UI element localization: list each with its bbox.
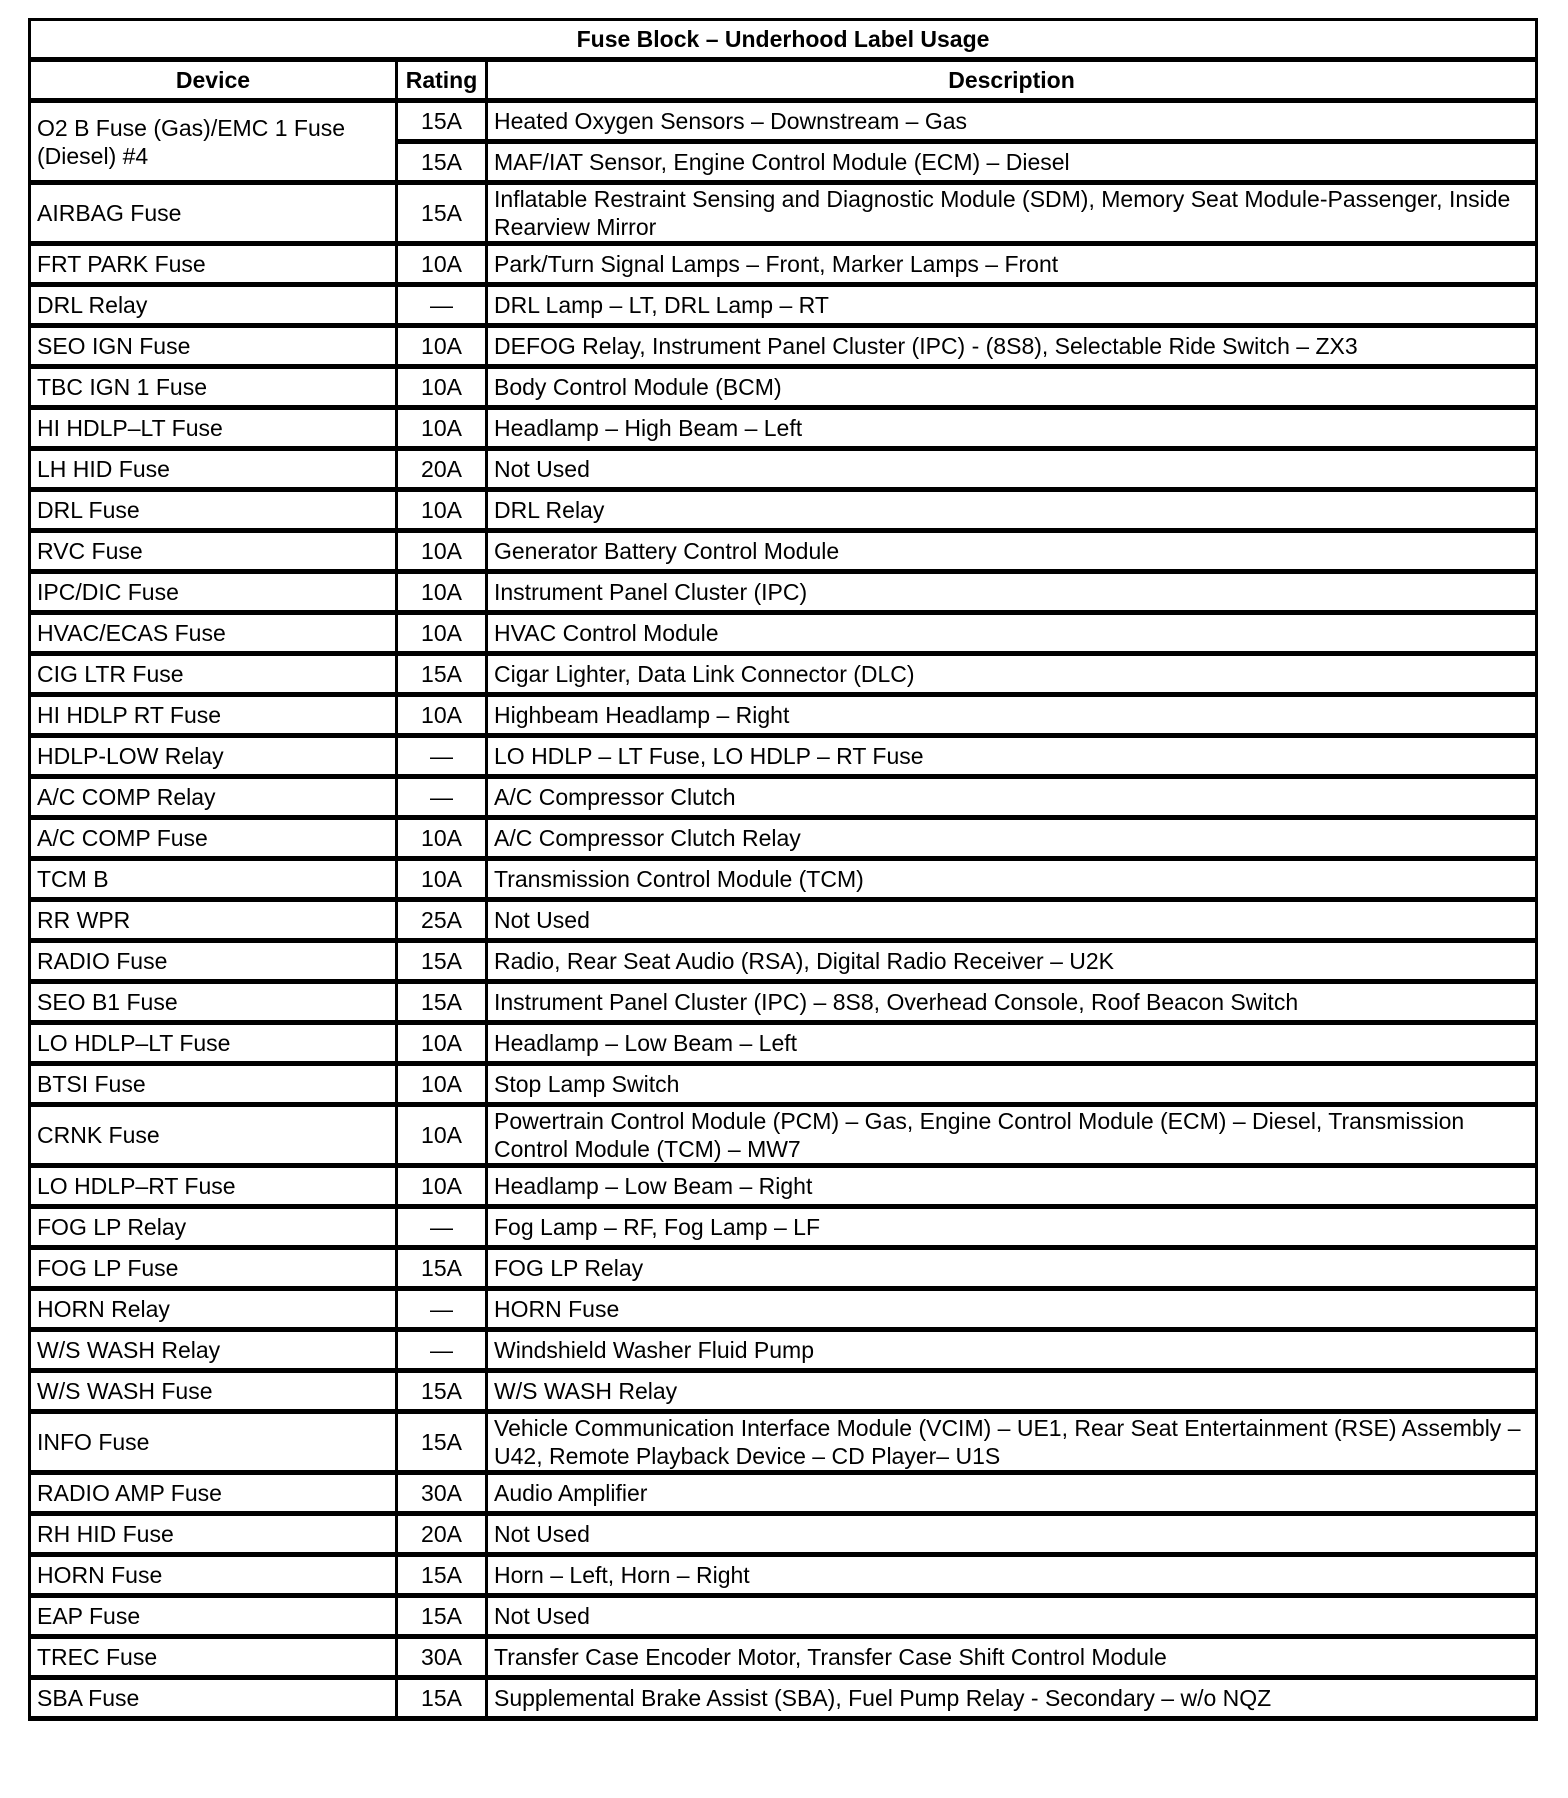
device-cell: HVAC/ECAS Fuse [31,615,398,656]
table-row [31,1598,1538,1639]
rating-cell: 15A [398,984,488,1025]
device-cell: AIRBAG Fuse [31,185,398,246]
description-cell: Inflatable Restraint Sensing and Diagnostic Module (SDM), Memory Seat Module-Passenger, Inside Rearview Mirror [488,185,1538,246]
table-row [31,185,1538,246]
description-cell: Instrument Panel Cluster (IPC) – 8S8, Overhead Console, Roof Beacon Switch [488,984,1538,1025]
device-cell: W/S WASH Relay [31,1332,398,1373]
rating-cell: 15A [398,1250,488,1291]
device-cell: LO HDLP–LT Fuse [31,1025,398,1066]
table-row [31,574,1538,615]
description-cell: Cigar Lighter, Data Link Connector (DLC) [488,656,1538,697]
device-cell: LH HID Fuse [31,451,398,492]
description-cell: A/C Compressor Clutch Relay [488,820,1538,861]
description-cell: Not Used [488,1516,1538,1557]
description-cell: Not Used [488,451,1538,492]
description-cell: Supplemental Brake Assist (SBA), Fuel Pump Relay - Secondary – w/o NQZ [488,1680,1538,1721]
description-cell: Headlamp – Low Beam – Right [488,1168,1538,1209]
rating-cell: 15A [398,943,488,984]
description-cell: Radio, Rear Seat Audio (RSA), Digital Radio Receiver – U2K [488,943,1538,984]
device-cell: DRL Fuse [31,492,398,533]
device-cell: IPC/DIC Fuse [31,574,398,615]
table-row [31,615,1538,656]
description-cell: Transmission Control Module (TCM) [488,861,1538,902]
device-cell: RR WPR [31,902,398,943]
table-row [31,943,1538,984]
description-cell: Fog Lamp – RF, Fog Lamp – LF [488,1209,1538,1250]
table-row [31,984,1538,1025]
device-cell: HI HDLP–LT Fuse [31,410,398,451]
rating-cell: 15A [398,1557,488,1598]
rating-cell: — [398,1332,488,1373]
table-row [31,410,1538,451]
table-row [31,738,1538,779]
rating-cell: 15A [398,103,488,144]
table-row [31,1373,1538,1414]
device-cell: EAP Fuse [31,1598,398,1639]
rating-cell: 10A [398,1066,488,1107]
device-cell: A/C COMP Relay [31,779,398,820]
description-cell: DEFOG Relay, Instrument Panel Cluster (IPC) - (8S8), Selectable Ride Switch – ZX3 [488,328,1538,369]
table-row [31,1475,1538,1516]
rating-cell: 15A [398,1414,488,1475]
fuse-usage-table [28,18,1538,1721]
table-row [31,1680,1538,1721]
description-cell: Not Used [488,1598,1538,1639]
device-cell: FOG LP Fuse [31,1250,398,1291]
device-cell: LO HDLP–RT Fuse [31,1168,398,1209]
rating-cell: 10A [398,533,488,574]
device-cell: RH HID Fuse [31,1516,398,1557]
device-cell: FOG LP Relay [31,1209,398,1250]
description-cell: A/C Compressor Clutch [488,779,1538,820]
table-row [31,103,1538,144]
table-row [31,1414,1538,1475]
rating-cell: 10A [398,1025,488,1066]
description-cell: Heated Oxygen Sensors – Downstream – Gas [488,103,1538,144]
description-cell: Stop Lamp Switch [488,1066,1538,1107]
rating-cell: 10A [398,369,488,410]
table-row [31,656,1538,697]
description-cell: Headlamp – Low Beam – Left [488,1025,1538,1066]
table-row [31,1107,1538,1168]
description-cell: Headlamp – High Beam – Left [488,410,1538,451]
rating-cell: — [398,738,488,779]
rating-cell: 10A [398,492,488,533]
device-cell: RVC Fuse [31,533,398,574]
description-cell: Powertrain Control Module (PCM) – Gas, Engine Control Module (ECM) – Diesel, Transmission Control Module (TCM) – MW7 [488,1107,1538,1168]
device-cell: CIG LTR Fuse [31,656,398,697]
description-cell: Highbeam Headlamp – Right [488,697,1538,738]
rating-cell: — [398,779,488,820]
rating-cell: 10A [398,574,488,615]
header-row [31,62,1538,103]
description-cell: Generator Battery Control Module [488,533,1538,574]
device-cell: HORN Fuse [31,1557,398,1598]
rating-cell: 10A [398,328,488,369]
table-row [31,246,1538,287]
description-cell: Park/Turn Signal Lamps – Front, Marker Lamps – Front [488,246,1538,287]
description-cell: Transfer Case Encoder Motor, Transfer Case Shift Control Module [488,1639,1538,1680]
device-cell: SBA Fuse [31,1680,398,1721]
device-cell: FRT PARK Fuse [31,246,398,287]
table-row [31,820,1538,861]
description-cell: HVAC Control Module [488,615,1538,656]
table-row [31,1557,1538,1598]
rating-cell: 20A [398,451,488,492]
rating-cell: 30A [398,1639,488,1680]
table-row [31,902,1538,943]
header-rating: Rating [398,62,488,103]
table-row [31,1066,1538,1107]
device-cell: INFO Fuse [31,1414,398,1475]
device-cell: HDLP-LOW Relay [31,738,398,779]
header-device: Device [31,62,398,103]
description-cell: W/S WASH Relay [488,1373,1538,1414]
description-cell: Vehicle Communication Interface Module (VCIM) – UE1, Rear Seat Entertainment (RSE) Assembly – U42, Remote Playback Device – CD Player– U1S [488,1414,1538,1475]
device-cell: RADIO AMP Fuse [31,1475,398,1516]
table-row [31,697,1538,738]
description-cell: Audio Amplifier [488,1475,1538,1516]
rating-cell: 10A [398,246,488,287]
table-row [31,1250,1538,1291]
table-row [31,861,1538,902]
description-cell: Not Used [488,902,1538,943]
title-row [31,21,1538,62]
rating-cell: 10A [398,410,488,451]
rating-cell: 15A [398,144,488,185]
device-cell: TBC IGN 1 Fuse [31,369,398,410]
device-cell: A/C COMP Fuse [31,820,398,861]
description-cell: Body Control Module (BCM) [488,369,1538,410]
table-row [31,328,1538,369]
rating-cell: 10A [398,1107,488,1168]
table-row [31,1291,1538,1332]
rating-cell: — [398,1209,488,1250]
rating-cell: 20A [398,1516,488,1557]
table-row [31,533,1538,574]
rating-cell: 10A [398,697,488,738]
rating-cell: 10A [398,1168,488,1209]
table-row [31,451,1538,492]
description-cell: Horn – Left, Horn – Right [488,1557,1538,1598]
device-cell: HI HDLP RT Fuse [31,697,398,738]
table-row [31,1639,1538,1680]
device-cell: BTSI Fuse [31,1066,398,1107]
description-cell: DRL Lamp – LT, DRL Lamp – RT [488,287,1538,328]
description-cell: DRL Relay [488,492,1538,533]
rating-cell: 10A [398,861,488,902]
device-cell: RADIO Fuse [31,943,398,984]
device-cell: DRL Relay [31,287,398,328]
rating-cell: 15A [398,185,488,246]
rating-cell: 15A [398,1680,488,1721]
description-cell: MAF/IAT Sensor, Engine Control Module (ECM) – Diesel [488,144,1538,185]
table-row [31,1516,1538,1557]
rating-cell: — [398,1291,488,1332]
table-row [31,779,1538,820]
device-cell: TCM B [31,861,398,902]
description-cell: Instrument Panel Cluster (IPC) [488,574,1538,615]
table-row [31,369,1538,410]
table-body [31,103,1538,1721]
description-cell: FOG LP Relay [488,1250,1538,1291]
fuse-usage-sheet [28,18,1538,1721]
device-cell: HORN Relay [31,1291,398,1332]
table-title: Fuse Block – Underhood Label Usage [31,21,1538,62]
device-cell: SEO IGN Fuse [31,328,398,369]
rating-cell: 10A [398,820,488,861]
table-row [31,1168,1538,1209]
description-cell: Windshield Washer Fluid Pump [488,1332,1538,1373]
device-cell: CRNK Fuse [31,1107,398,1168]
table-row [31,1209,1538,1250]
device-cell: O2 B Fuse (Gas)/EMC 1 Fuse (Diesel) #4 [31,103,398,185]
rating-cell: 25A [398,902,488,943]
device-cell: TREC Fuse [31,1639,398,1680]
table-row [31,1025,1538,1066]
table-row [31,1332,1538,1373]
rating-cell: 10A [398,615,488,656]
table-row [31,287,1538,328]
rating-cell: 15A [398,1373,488,1414]
header-description: Description [488,62,1538,103]
table-row [31,492,1538,533]
description-cell: LO HDLP – LT Fuse, LO HDLP – RT Fuse [488,738,1538,779]
rating-cell: — [398,287,488,328]
rating-cell: 15A [398,656,488,697]
device-cell: W/S WASH Fuse [31,1373,398,1414]
description-cell: HORN Fuse [488,1291,1538,1332]
rating-cell: 30A [398,1475,488,1516]
device-cell: SEO B1 Fuse [31,984,398,1025]
rating-cell: 15A [398,1598,488,1639]
